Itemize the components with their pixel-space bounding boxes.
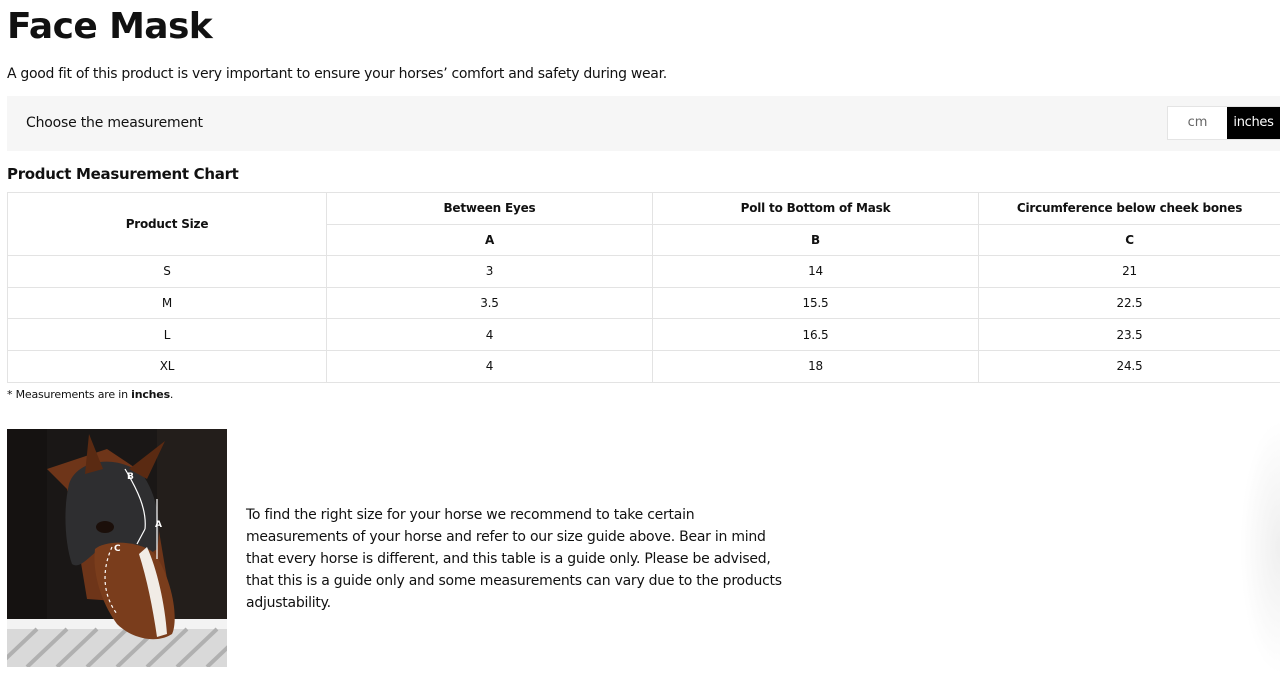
header-letter-b: B — [653, 224, 979, 256]
table-row — [8, 319, 1280, 351]
measurement-table — [7, 192, 1280, 383]
label-c: C — [114, 544, 121, 554]
value-cell: 23.5 — [979, 319, 1280, 351]
value-cell: 3 — [327, 256, 653, 288]
value-cell: 4 — [327, 319, 653, 351]
header-letter-a: A — [327, 224, 653, 256]
value-cell: 21 — [979, 256, 1280, 288]
value-cell: 3.5 — [327, 287, 653, 319]
value-cell: 14 — [653, 256, 979, 288]
note-suffix: . — [169, 388, 174, 401]
horse-measurement-image — [7, 429, 227, 667]
chart-heading: Product Measurement Chart — [7, 165, 239, 183]
table-row — [8, 287, 1280, 319]
page-subtitle: A good fit of this product is very important to ensure your horses’ comfort and safety during wear. — [7, 66, 667, 82]
side-shadow-decoration — [1240, 420, 1280, 675]
table-header-row — [8, 193, 1280, 225]
value-cell: 24.5 — [979, 350, 1280, 382]
unit-cm-button[interactable]: cm — [1187, 115, 1208, 130]
page-title: Face Mask — [7, 6, 213, 47]
measurement-label: Choose the measurement — [26, 115, 203, 131]
measurement-note — [7, 387, 173, 403]
note-unit: inches — [131, 388, 170, 401]
unit-inches-button[interactable]: inches — [1227, 107, 1280, 139]
note-prefix: * Measurements are in — [7, 388, 132, 401]
value-cell: 4 — [327, 350, 653, 382]
header-letter-c: C — [979, 224, 1280, 256]
size-cell: M — [8, 287, 327, 319]
size-cell: S — [8, 256, 327, 288]
value-cell: 22.5 — [979, 287, 1280, 319]
header-poll-to-bottom: Poll to Bottom of Mask — [653, 193, 979, 225]
value-cell: 16.5 — [653, 319, 979, 351]
value-cell: 18 — [653, 350, 979, 382]
label-a: A — [155, 520, 162, 530]
size-cell: L — [8, 319, 327, 351]
guide-paragraph: To find the right size for your horse we recommend to take certain measurements of your horse and refer to our size guide above. Bear in mind that every horse is different, and this table is a guide only. Please be advised, that this is a guide only and some measurements can vary due to the products adjustability. — [246, 507, 782, 611]
table-row — [8, 256, 1280, 288]
header-product-size: Product Size — [8, 193, 327, 256]
unit-toggle — [1167, 106, 1280, 140]
size-cell: XL — [8, 350, 327, 382]
fence-graphic — [7, 619, 227, 667]
header-circumference: Circumference below cheek bones — [979, 193, 1280, 225]
label-b: B — [127, 472, 134, 482]
value-cell: 15.5 — [653, 287, 979, 319]
measurement-selector-bar — [7, 96, 1280, 151]
table-row — [8, 350, 1280, 382]
header-between-eyes: Between Eyes — [327, 193, 653, 225]
